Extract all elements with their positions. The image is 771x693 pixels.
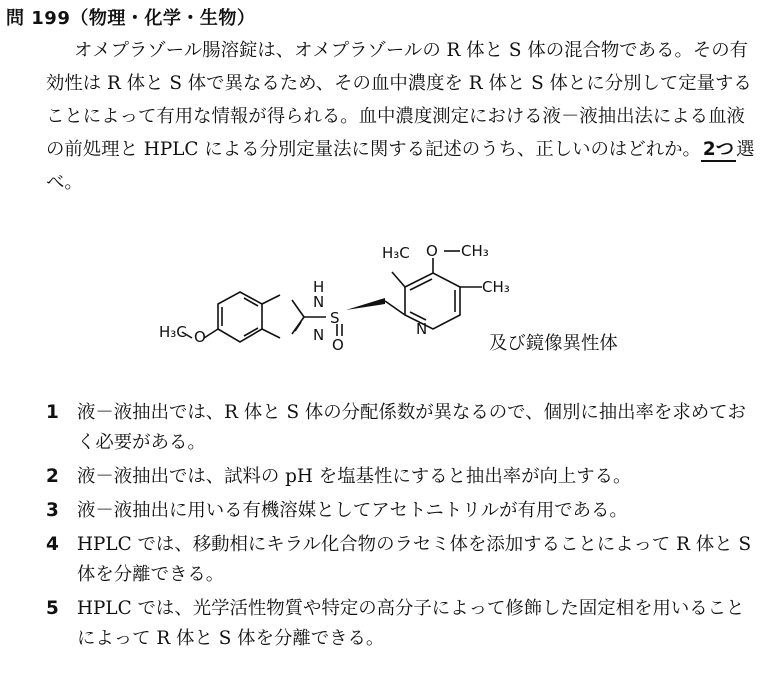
atom-n-bottom: N: [313, 326, 325, 344]
atom-ch3-right: CH₃: [482, 278, 510, 296]
question-stem: [46, 34, 761, 199]
option-3[interactable]: [46, 496, 761, 526]
choose-suffix: 選べ。: [46, 139, 755, 193]
atom-nh-h: H: [313, 278, 325, 296]
answer-options: [46, 398, 761, 658]
pyridine-ring: [405, 273, 460, 329]
option-text: HPLC では、光学活性物質や特定の高分子によって修飾した固定相を用いることによって R 体と S 体を分離できる。: [77, 598, 745, 649]
atom-o-ether-left: O: [194, 328, 206, 346]
atom-o-ether-right: O: [426, 242, 438, 260]
option-5[interactable]: [46, 594, 761, 654]
option-1[interactable]: [46, 398, 761, 458]
option-text: 液－液抽出では、R 体と S 体の分配係数が異なるので、個別に抽出率を求めておく必要がある。: [77, 402, 746, 453]
atom-o-sulfoxide: O: [332, 336, 344, 354]
question-number: 問 199（物理・化学・生物）: [6, 8, 256, 29]
enantiomer-caption: 及び鏡像異性体: [489, 333, 618, 354]
option-text: 液－液抽出に用いる有機溶媒としてアセトニトリルが有用である。: [77, 500, 628, 521]
option-number: 3: [46, 500, 59, 521]
option-number: 1: [46, 402, 59, 423]
choose-count: 2つ: [702, 139, 735, 160]
atom-s: S: [330, 309, 340, 327]
atom-n-top: N: [313, 293, 325, 311]
omeprazole-structure: [159, 228, 510, 358]
option-number: 4: [46, 534, 59, 555]
option-number: 2: [46, 466, 59, 487]
stem-text: オメプラゾール腸溶錠は、オメプラゾールの R 体と S 体の混合物である。その有効性は R 体と S 体で異なるため、その血中濃度を R 体と S 体とに分別して定量することによって有用な情報が得られる。血中濃度測定における液－液抽出法による血液の前処理と HPLC による分別定量法に関する記述のうち、正しいのはどれか。: [46, 40, 752, 160]
option-text: HPLC では、移動相にキラル化合物のラセミ体を添加することによって R 体と S 体を分離できる。: [77, 534, 752, 585]
atom-ch3-top: CH₃: [461, 242, 489, 260]
atom-h3c-left: H₃C: [159, 323, 187, 341]
option-text: 液－液抽出では、試料の pH を塩基性にすると抽出率が向上する。: [77, 466, 632, 487]
benzene-ring: [218, 292, 262, 342]
atom-n-pyridine: N: [416, 320, 428, 338]
option-4[interactable]: [46, 530, 761, 590]
atom-h3c-top: H₃C: [382, 244, 410, 262]
option-number: 5: [46, 598, 59, 619]
option-2[interactable]: [46, 462, 761, 492]
